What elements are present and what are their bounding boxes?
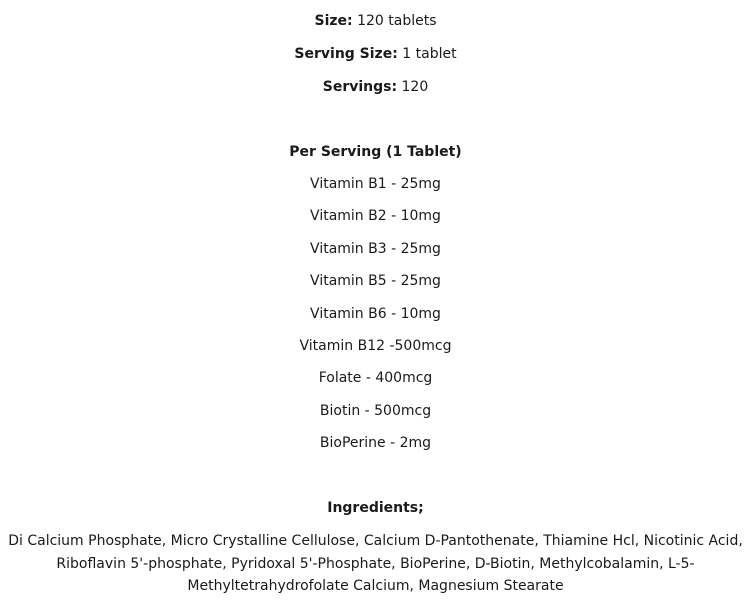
per-serving-heading: Per Serving (1 Tablet) <box>289 144 462 160</box>
serving-size-line <box>0 45 751 63</box>
nutrient-item: Biotin - 500mcg <box>319 403 432 419</box>
nutrient-item: Vitamin B2 - 10mg <box>310 208 441 224</box>
ingredients-heading: Ingredients; <box>327 500 424 516</box>
size-label: Size: <box>314 13 353 29</box>
nutrient-item: Folate - 400mcg <box>318 370 433 386</box>
ingredients-list: Di Calcium Phosphate, Micro Crystalline Cellulose, Calcium D-Pantothenate, Thiamine Hcl, Nicotinic Acid, Riboflavin 5'-phosphate, Pyridoxal 5'-Phosphate, BioPerine, D-Biotin, Methylcobalamin, L-5-Methyltetrahydrofolate Calcium, Magnesium Stearate <box>8 533 743 594</box>
size-value: 120 tablets <box>352 13 437 29</box>
size-line <box>0 12 751 30</box>
nutrient-item: BioPerine - 2mg <box>319 435 432 451</box>
servings-label: Servings: <box>322 79 398 95</box>
nutrient-item: Vitamin B5 - 25mg <box>310 273 441 289</box>
servings-line <box>0 78 751 96</box>
nutrient-item: Vitamin B12 -500mcg <box>299 338 452 354</box>
nutrient-item: Vitamin B3 - 25mg <box>310 241 441 257</box>
serving-size-label: Serving Size: <box>294 46 398 62</box>
servings-value: 120 <box>397 79 429 95</box>
nutrient-item: Vitamin B1 - 25mg <box>310 176 441 192</box>
nutrient-item: Vitamin B6 - 10mg <box>310 306 441 322</box>
serving-size-value: 1 tablet <box>397 46 457 62</box>
